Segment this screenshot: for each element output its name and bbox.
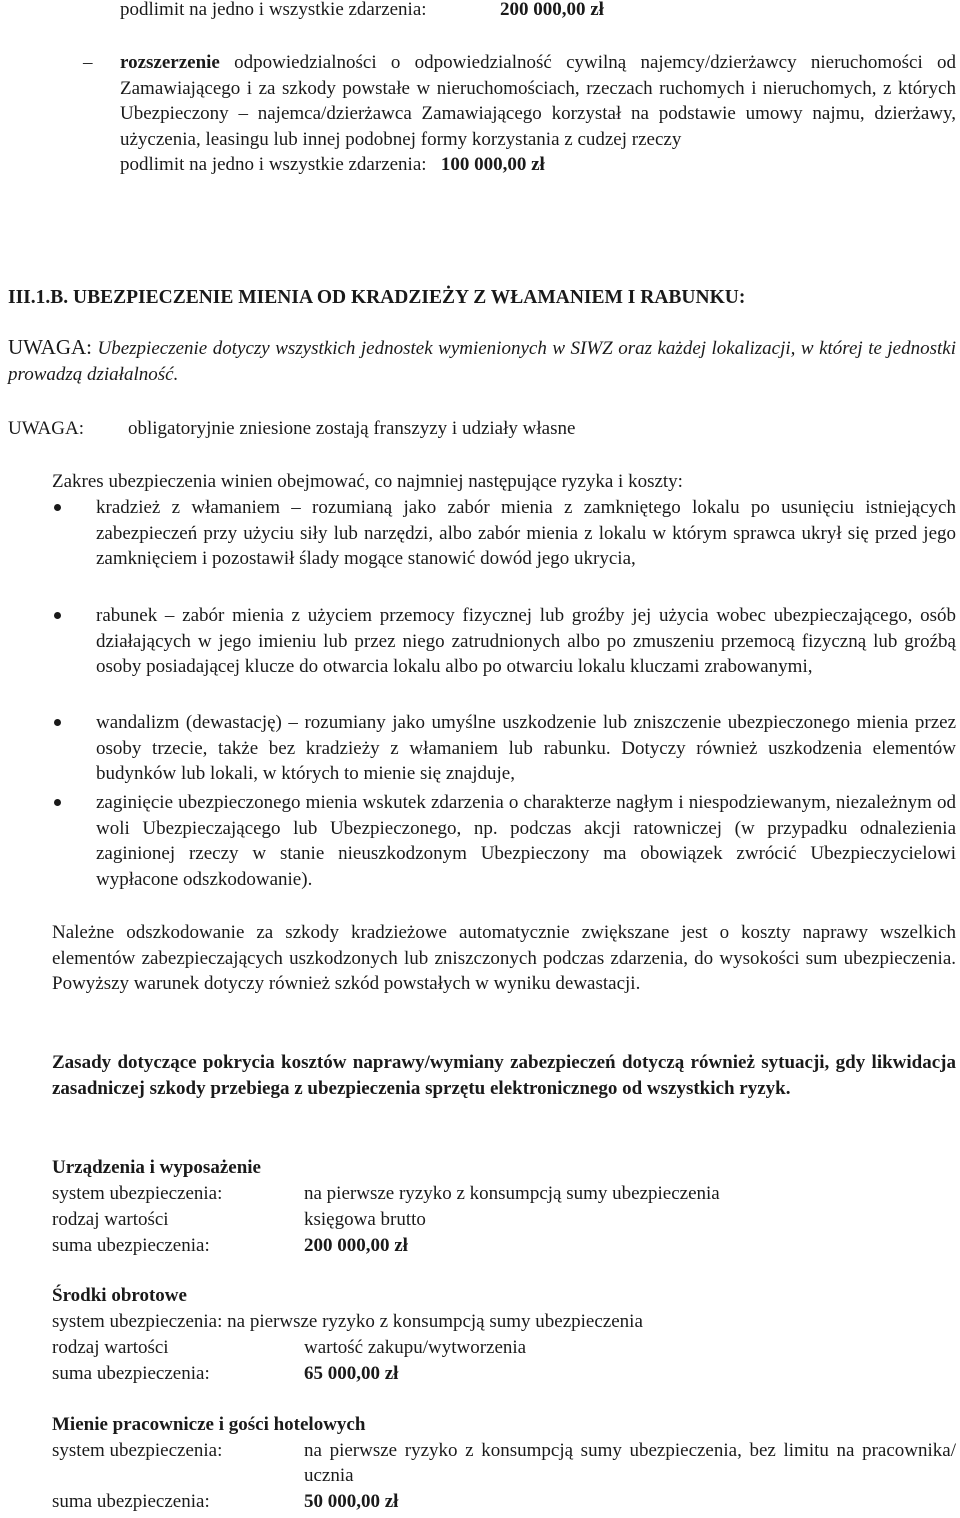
section-title: Środki obrotowe: [52, 1285, 187, 1306]
note-label: UWAGA:: [8, 335, 92, 359]
bullet-icon: [54, 612, 61, 619]
section-title: Urządzenia i wyposażenie: [52, 1157, 261, 1178]
risk-list-item: [96, 790, 956, 892]
value-type: wartość zakupu/wytworzenia: [304, 1336, 527, 1358]
system-row: [52, 1438, 956, 1489]
sum-value: 50 000,00 zł: [304, 1490, 399, 1512]
bullet-icon: [54, 504, 61, 511]
section-current-assets: [52, 1283, 956, 1387]
sum-value: 65 000,00 zł: [304, 1362, 399, 1384]
sum-value: 200 000,00 zł: [304, 1234, 408, 1256]
value-type: księgowa brutto: [304, 1208, 426, 1230]
risk-text: wandalizm (dewastację) – rozumiany jako umyślne uszkodzenie lub zniszczenie ubezpieczonego mienia przez osoby trzecie, także bez kradzieży z włamaniem lub rabunku. Dotyczy również uszkodzenia elementów budynków lub lokali, w których to mienie się znajduje,: [96, 712, 956, 784]
bullet-icon: [54, 799, 61, 806]
sum-label: suma ubezpieczenia:: [52, 1234, 210, 1256]
dash-marker: –: [83, 52, 93, 73]
scope-intro: Zakres ubezpieczenia winien obejmować, co najmniej następujące ryzyka i koszty:: [52, 471, 683, 492]
note-text: Ubezpieczenie dotyczy wszystkich jednostek wymienionych w SIWZ oraz każdej lokalizacji, w której te jednostki prowadzą działalność.: [8, 338, 956, 385]
risk-list-item: [96, 603, 956, 680]
section-equipment: [52, 1155, 956, 1259]
extension-lead: rozszerzenie: [120, 52, 220, 73]
system-inline: system ubezpieczenia: na pierwsze ryzyko z konsumpcją sumy ubezpieczenia: [52, 1310, 643, 1332]
value-type-label: rodzaj wartości: [52, 1208, 169, 1230]
rules-paragraph: Zasady dotyczące pokrycia kosztów naprawy/wymiany zabezpieczeń dotyczą również sytuacji, gdy likwidacja zasadniczej szkody przebiega z ubezpieczenia sprzętu elektronicznego od wszystkich ryzyk.: [52, 1052, 956, 1099]
value-type-row: [52, 1335, 956, 1361]
system-value: na pierwsze ryzyko z konsumpcją sumy ubezpieczenia: [304, 1182, 720, 1204]
system-label: system ubezpieczenia:: [52, 1182, 223, 1204]
extension-paragraph: [120, 50, 956, 178]
extension-text: [120, 50, 956, 152]
sum-row: [52, 1361, 956, 1387]
risk-text: zaginięcie ubezpieczonego mienia wskutek zdarzenia o charakterze nagłym i niespodziewanym, niezależnym od woli Ubezpieczającego lub Ubezpieczonego, np. podczas akcji ratowniczej (w przypadku odnalezienia zaginionej rzeczy w stanie nieuszkodzonym Ubezpieczony ma obowiązek zwrócić Ubezpieczycielowi wypłacone odszkodowanie).: [96, 792, 956, 890]
extension-sublimit-label: podlimit na jedno i wszystkie zdarzenia:: [120, 154, 427, 175]
bullet-icon: [54, 719, 61, 726]
sum-label: suma ubezpieczenia:: [52, 1362, 210, 1384]
section-heading: III.1.B. UBEZPIECZENIE MIENIA OD KRADZIEŻY Z WŁAMANIEM I RABUNKU:: [8, 287, 746, 308]
section-title: Mienie pracownicze i gości hotelowych: [52, 1414, 366, 1435]
value-type-label: rodzaj wartości: [52, 1336, 169, 1358]
sum-label: suma ubezpieczenia:: [52, 1490, 210, 1512]
risk-list-item: [96, 710, 956, 787]
note-text-2: obligatoryjnie zniesione zostają franszyzy i udziały własne: [128, 418, 576, 439]
extension-sublimit: [120, 152, 956, 178]
sum-row: [52, 1233, 956, 1259]
risk-text: rabunek – zabór mienia z użyciem przemocy fizycznej lub groźby jej użycia wobec ubezpieczającego, osób działających w jego imieniu lub przez niego zatrudnionych albo po zmuszeniu przemocą fizyczną lub groźbą osoby posiadającej klucze do otwarcia lokalu albo po otwarciu lokalu kluczami zrabowanymi,: [96, 605, 956, 677]
system-row: [52, 1181, 956, 1207]
system-label: system ubezpieczenia:: [52, 1439, 223, 1461]
system-row: [52, 1309, 956, 1335]
sublimit-label: podlimit na jedno i wszystkie zdarzenia:: [120, 0, 427, 20]
sublimit-amount: 200 000,00 zł: [500, 0, 604, 20]
note-label-2: UWAGA:: [8, 418, 84, 439]
extension-sublimit-amount: 100 000,00 zł: [440, 154, 545, 175]
value-type-row: [52, 1207, 956, 1233]
section-employee-property: [52, 1412, 956, 1515]
sum-row: [52, 1489, 956, 1515]
risk-text: kradzież z włamaniem – rozumianą jako zabór mienia z zamkniętego lokalu po usunięciu istniejących zabezpieczeń przy użyciu siły lub narzędzi, albo zabór mienia z lokalu w którym sprawca ukrył się przed jego zamknięciem i pozostawił ślady mogące stanowić dowód jego ukrycia,: [96, 497, 956, 569]
top-sublimit-line: [120, 0, 920, 23]
risk-list-item: [96, 495, 956, 572]
damages-paragraph: Należne odszkodowanie za szkody kradzieżowe automatycznie zwiększane jest o koszty naprawy wszelkich elementów zabezpieczających uszkodzonych lub zniszczonych podczas zdarzenia, do wysokości sum ubezpieczenia. Powyższy warunek dotyczy również szkód powstałych w wyniku dewastacji.: [52, 922, 956, 994]
extension-body: odpowiedzialności o odpowiedzialność cywilną najemcy/dzierżawcy nieruchomości od Zamawiającego i za szkody powstałe w nieruchomościach, rzeczach ruchomych i nieruchomych, z których Ubezpieczony – najemca/dzierżawca Zamawiającego korzystał na podstawie umowy najmu, dzierżawy, użyczenia, leasingu lub innej podobnej formy korzystania z cudzej rzeczy: [120, 52, 956, 150]
note-deductibles: [8, 416, 948, 442]
note-scope: [8, 335, 956, 387]
system-value: na pierwsze ryzyko z konsumpcją sumy ubezpieczenia, bez limitu na pracownika/ ucznia: [304, 1439, 956, 1486]
